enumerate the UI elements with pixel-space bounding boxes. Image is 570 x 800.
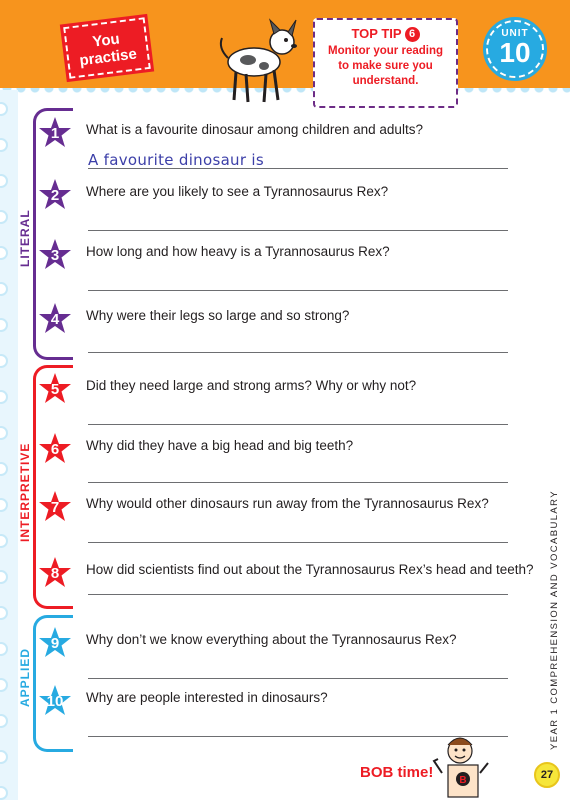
category-literal: LITERAL	[18, 206, 32, 270]
binder-hole	[0, 390, 8, 404]
question-number-star	[38, 178, 72, 212]
top-tip-title	[315, 26, 456, 42]
answer-line[interactable]	[88, 230, 508, 231]
top-tip-number: 6	[405, 27, 420, 42]
bob-character-illustration	[430, 733, 500, 800]
question-number: 7	[50, 499, 60, 516]
question-text: Why are people interested in dinosaurs?	[86, 690, 328, 705]
dog-illustration	[208, 12, 308, 108]
binder-hole	[0, 102, 8, 116]
question-text: Why were their legs so large and so strong?	[86, 308, 350, 323]
question-text: Why would other dinosaurs run away from the Tyrannosaurus Rex?	[86, 496, 489, 511]
category-interpretive: INTERPRETIVE	[18, 440, 32, 545]
question-number: 3	[50, 247, 60, 264]
top-tip-text: Monitor your reading to make sure you understand.	[328, 45, 443, 87]
question-number: 5	[50, 381, 60, 398]
question-number-star	[38, 556, 72, 590]
answer-line[interactable]	[88, 542, 508, 543]
binder-hole	[0, 246, 8, 260]
question-number-star	[38, 684, 72, 718]
question-number-star	[38, 302, 72, 336]
question-number-star	[38, 432, 72, 466]
top-tip-title-text: TOP TIP	[351, 26, 402, 41]
question-number-star	[38, 116, 72, 150]
question-number: 6	[50, 441, 60, 458]
question-text: Did they need large and strong arms? Why or why not?	[86, 378, 417, 393]
book-title-side-text: YEAR 1 COMPREHENSION AND VOCABULARY	[549, 490, 560, 750]
question-number: 2	[50, 187, 60, 204]
unit-number: 10	[499, 37, 531, 68]
question-text: Why did they have a big head and big teeth?	[86, 438, 354, 453]
unit-badge	[486, 20, 544, 78]
binder-hole	[0, 570, 8, 584]
question-number: 9	[50, 635, 60, 652]
answer-line[interactable]	[88, 482, 508, 483]
answer-line[interactable]	[88, 594, 508, 595]
you-practise-badge	[63, 17, 151, 79]
example-answer-handwriting: A favourite dinosaur is	[88, 151, 264, 169]
binder-hole	[0, 498, 8, 512]
answer-line[interactable]	[88, 290, 508, 291]
svg-text:B: B	[459, 775, 467, 786]
bob-time-label: BOB time!	[360, 764, 434, 781]
question-number-star	[38, 490, 72, 524]
question-text: How did scientists find out about the Tyrannosaurus Rex’s head and teeth?	[86, 562, 534, 577]
binder-hole	[0, 426, 8, 440]
answer-line[interactable]	[88, 424, 508, 425]
question-number: 4	[50, 311, 60, 328]
binder-hole	[0, 534, 8, 548]
binder-hole	[0, 282, 8, 296]
category-applied: APPLIED	[18, 645, 32, 710]
question-number-star	[38, 238, 72, 272]
top-tip-box	[313, 18, 458, 108]
binder-hole	[0, 642, 8, 656]
question-text: How long and how heavy is a Tyrannosaurus Rex?	[86, 244, 390, 259]
page-number: 27	[534, 762, 560, 788]
answer-line[interactable]	[88, 352, 508, 353]
binder-hole	[0, 750, 8, 764]
question-number-star	[38, 626, 72, 660]
binder-hole	[0, 318, 8, 332]
question-text: Why don’t we know everything about the Tyrannosaurus Rex?	[86, 632, 457, 647]
binder-hole	[0, 678, 8, 692]
binder-hole	[0, 138, 8, 152]
binder-hole	[0, 714, 8, 728]
unit-label: UNIT	[501, 28, 529, 39]
binder-hole	[0, 210, 8, 224]
you-practise-label: You practise	[78, 30, 138, 70]
binder-hole	[0, 462, 8, 476]
binder-hole	[0, 786, 8, 800]
binder-hole	[0, 354, 8, 368]
question-number-star	[38, 372, 72, 406]
binder-hole	[0, 174, 8, 188]
answer-line[interactable]	[88, 678, 508, 679]
question-number: 1	[50, 125, 60, 142]
question-text: What is a favourite dinosaur among children and adults?	[86, 122, 423, 137]
question-number: 10	[46, 693, 64, 710]
question-number: 8	[50, 565, 60, 582]
question-text: Where are you likely to see a Tyrannosaurus Rex?	[86, 184, 389, 199]
binder-strip	[0, 90, 18, 800]
binder-hole	[0, 606, 8, 620]
